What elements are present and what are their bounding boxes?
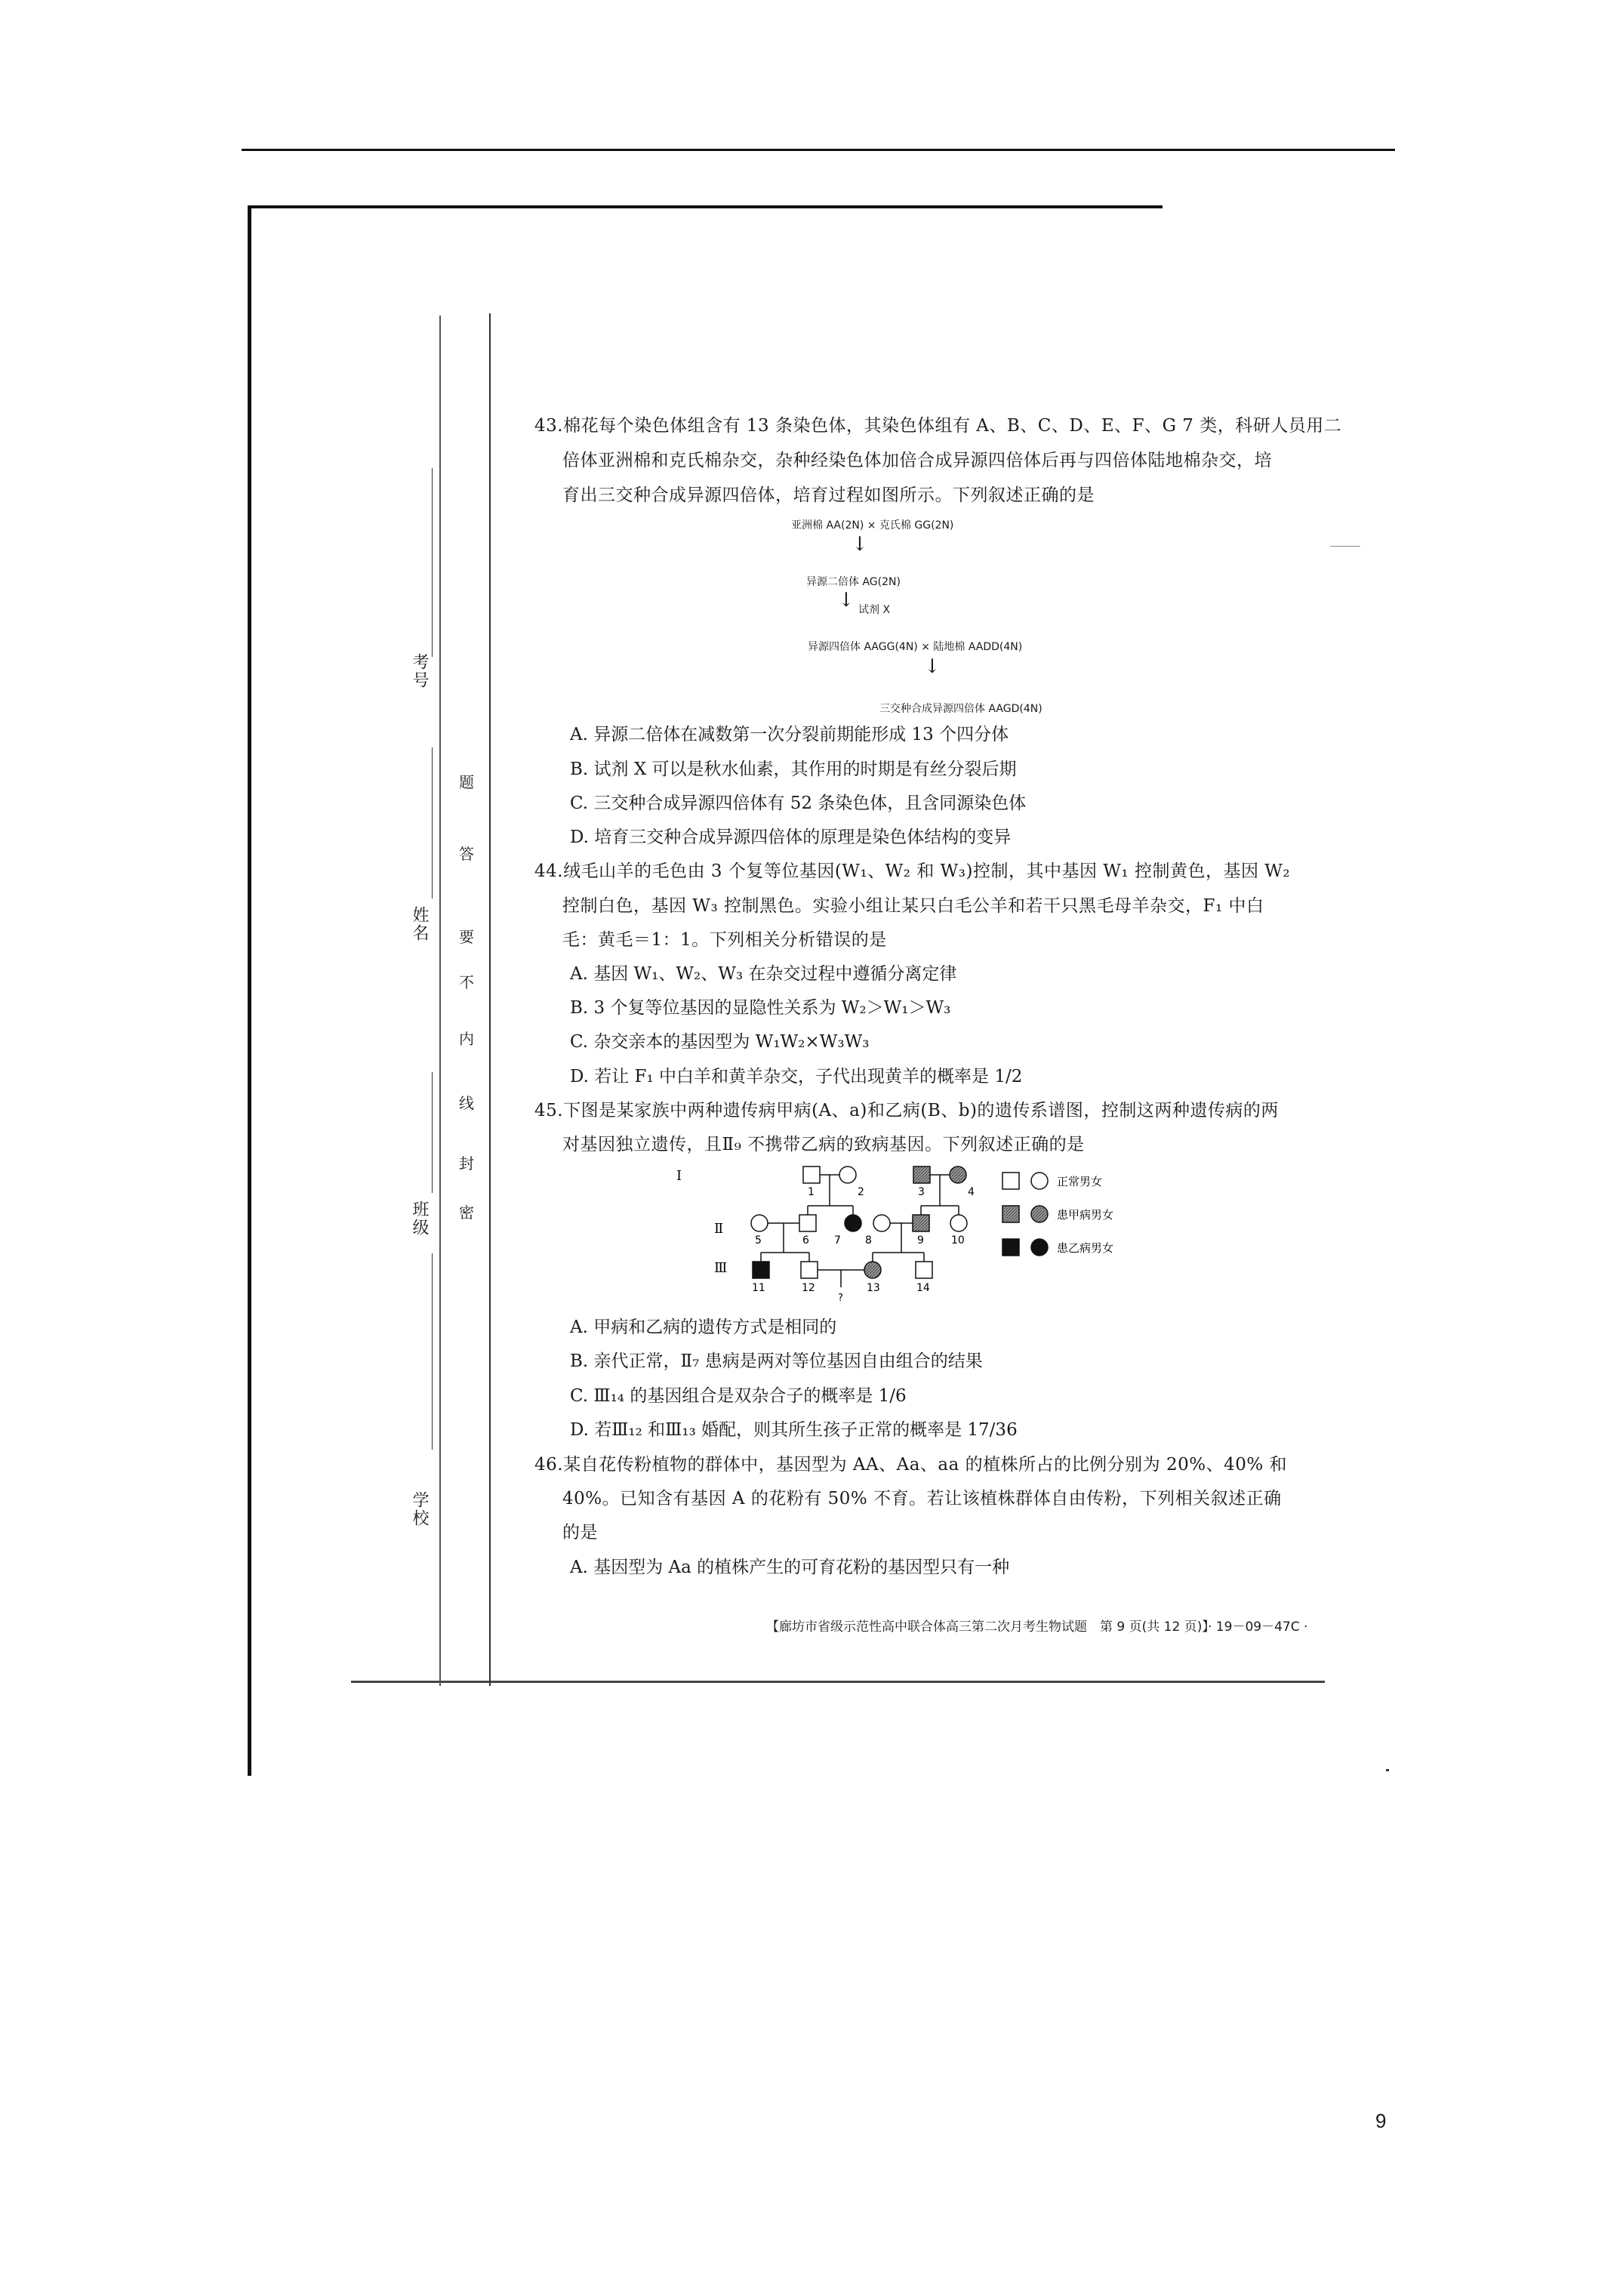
legend-disease-b-female [1031,1239,1048,1256]
legend-label: 患甲病男女 [1057,1208,1114,1222]
q43-option: D. 培育三交种合成异源四倍体的原理是染色体结构的变异 [570,827,1012,847]
q46-line: 46.某自花传粉植物的群体中，基因型为 AA、Aa、aa 的植株所占的比例分别为 20%、40% 和 [534,1455,1288,1475]
legend-disease-a-female [1031,1206,1048,1222]
class-underline [432,1072,433,1193]
seal-char: 封 [459,1154,474,1173]
flow-step-1: 亚洲棉 AA(2N) × 克氏棉 GG(2N) [791,519,954,532]
legend-label: 患乙病男女 [1057,1241,1114,1255]
q43-option: C. 三交种合成异源四倍体有 52 条染色体，且含同源染色体 [570,794,1027,813]
individual-8 [873,1215,890,1231]
q44-option: D. 若让 F₁ 中白羊和黄羊杂交，子代出现黄羊的概率是 1/2 [570,1067,1023,1086]
seal-char: 题 [459,773,474,791]
frame-bottom-line [351,1681,1325,1683]
name-underline [432,747,433,898]
frame-top-line [249,205,1163,208]
exam-no-label: 考号 [410,653,429,689]
legend-normal-female [1031,1173,1048,1189]
individual-1 [803,1166,820,1183]
q45-line: 45.下图是某家族中两种遗传病甲病(A、a)和乙病(B、b)的遗传系谱图，控制这两种遗传病的两 [534,1101,1279,1120]
name-label: 姓名 [410,906,429,942]
individual-6 [799,1215,816,1231]
id-label: 12 [802,1282,815,1294]
individual-11 [753,1262,769,1278]
q44-option: B. 3 个复等位基因的显隐性关系为 W₂＞W₁＞W₃ [570,998,951,1018]
q44-line: 44.绒毛山羊的毛色由 3 个复等位基因(W₁、W₂ 和 W₃)控制，其中基因 W₁ 控制黄色，基因 W₂ [534,861,1291,881]
unknown-child-mark: ? [838,1293,843,1304]
seal-char: 密 [459,1203,474,1222]
gen-label: Ⅲ [714,1260,728,1276]
q43-line: 43.棉花每个染色体组含有 13 条染色体，其染色体组有 A、B、C、D、E、F、G 7 类，科研人员用二 [534,416,1342,436]
id-label: 9 [917,1234,924,1247]
id-label: 8 [865,1234,872,1247]
flow-step-3: 异源四倍体 AAGG(4N) × 陆地棉 AADD(4N) [808,641,1023,653]
q45-option: A. 甲病和乙病的遗传方式是相同的 [570,1318,837,1337]
q43-line: 育出三交种合成异源四倍体，培育过程如图所示。下列叙述正确的是 [562,485,1095,505]
scan-mark [1330,546,1360,547]
q44-line: 控制白色，基因 W₃ 控制黑色。实验小组让某只白毛公羊和若干只黑毛母羊杂交，F₁ 中白 [562,896,1264,916]
school-underline [432,1253,433,1450]
q45-line: 对基因独立遗传，且Ⅱ₉ 不携带乙病的致病基因。下列叙述正确的是 [562,1135,1085,1154]
binding-line-inner [489,313,491,1686]
binding-line-outer [439,316,441,1686]
gen-label: Ⅱ [714,1221,724,1237]
frame-left-line [248,205,251,1776]
page-number: 9 [1375,2110,1387,2132]
gen-label: Ⅰ [676,1168,682,1184]
individual-7 [845,1215,861,1231]
seal-char: 线 [459,1094,474,1112]
q44-line: 毛：黄毛＝1：1。下列相关分析错误的是 [562,930,887,950]
footer-code: · 19－09－47C · [1208,1620,1308,1635]
scan-dot [1386,1769,1389,1771]
individual-12 [801,1262,818,1278]
legend-disease-a-male [1002,1206,1019,1222]
footer-title: 【廊坊市省级示范性高中联合体高三第二次月考生物试题 第 9 页(共 12 页)】 [766,1620,1215,1635]
seal-char: 要 [459,928,474,946]
individual-4 [950,1166,966,1183]
q45-option: D. 若Ⅲ₁₂ 和Ⅲ₁₃ 婚配，则其所生孩子正常的概率是 17/36 [570,1420,1018,1440]
id-label: 4 [968,1186,975,1198]
seal-char: 不 [459,973,474,991]
down-arrow-icon: ↓ [924,655,941,678]
pedigree-diagram [649,1159,1268,1310]
flow-step-2: 异源二倍体 AG(2N) [806,576,901,588]
id-label: 14 [916,1282,930,1294]
q46-line: 40%。已知含有基因 A 的花粉有 50% 不育。若让该植株群体自由传粉，下列相关叙述正确 [562,1489,1282,1509]
top-rule [242,149,1395,151]
school-label: 学校 [410,1491,429,1527]
q43-line: 倍体亚洲棉和克氏棉杂交，杂种经染色体加倍合成异源四倍体后再与四倍体陆地棉杂交，培 [562,451,1272,470]
down-arrow-icon: ↓ [838,589,855,612]
q46-line: 的是 [562,1523,598,1542]
down-arrow-icon: ↓ [852,533,868,556]
individual-5 [751,1215,768,1231]
q43-option: A. 异源二倍体在减数第一次分裂前期能形成 13 个四分体 [570,725,1009,744]
seal-char: 答 [459,845,474,863]
class-label: 班级 [410,1200,429,1237]
id-label: 13 [867,1282,880,1294]
individual-9 [913,1215,929,1231]
individual-10 [950,1215,967,1231]
flow-reagent: 试剂 X [858,604,891,616]
individual-13 [864,1262,881,1278]
legend-label: 正常男女 [1057,1175,1103,1188]
id-label: 6 [802,1234,809,1247]
id-label: 10 [951,1234,965,1247]
seal-char: 内 [459,1030,474,1048]
q44-option: C. 杂交亲本的基因型为 W₁W₂×W₃W₃ [570,1032,870,1052]
legend-normal-male [1002,1173,1019,1189]
id-label: 2 [858,1186,864,1198]
flow-step-4: 三交种合成异源四倍体 AAGD(4N) [879,703,1042,715]
q44-option: A. 基因 W₁、W₂、W₃ 在杂交过程中遵循分离定律 [570,964,957,984]
q46-option: A. 基因型为 Aa 的植株产生的可育花粉的基因型只有一种 [570,1558,1010,1577]
id-label: 7 [834,1234,841,1247]
individual-3 [913,1166,930,1183]
id-label: 5 [755,1234,762,1247]
individual-14 [916,1262,932,1278]
legend-disease-b-male [1002,1239,1019,1256]
q45-option: C. Ⅲ₁₄ 的基因组合是双杂合子的概率是 1/6 [570,1386,907,1406]
id-label: 3 [918,1186,925,1198]
individual-2 [839,1166,856,1183]
id-label: 1 [808,1186,815,1198]
q45-option: B. 亲代正常，Ⅱ₇ 患病是两对等位基因自由组合的结果 [570,1351,983,1371]
q43-option: B. 试剂 X 可以是秋水仙素，其作用的时期是有丝分裂后期 [570,760,1017,779]
exam-no-underline [432,468,433,657]
id-label: 11 [752,1282,765,1294]
